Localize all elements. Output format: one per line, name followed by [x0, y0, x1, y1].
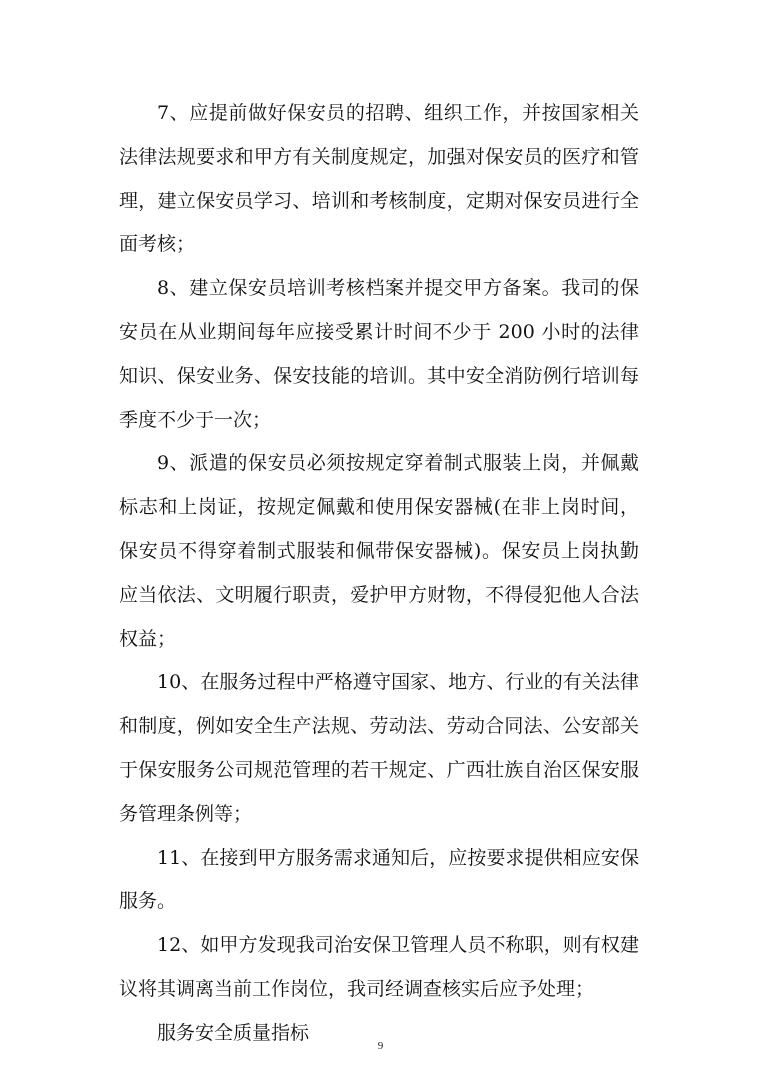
paragraph-item-10: 10、在服务过程中严格遵守国家、地方、行业的有关法律和制度，例如安全生产法规、劳动法、劳动合同法、公安部关于保安服务公司规范管理的若干规定、广西壮族自治区保安服务管理条例等； — [119, 671, 639, 825]
page-number: 9 — [377, 1040, 384, 1052]
paragraph-item-12: 12、如甲方发现我司治安保卫管理人员不称职，则有权建议将其调离当前工作岗位，我司经调查核实后应予处理； — [119, 934, 639, 1000]
section-heading: 服务安全质量指标 — [157, 1021, 310, 1044]
paragraph-item-8: 8、建立保安员培训考核档案并提交甲方备案。我司的保安员在从业期间每年应接受累计时间不少于 200 小时的法律知识、保安业务、保安技能的培训。其中安全消防例行培训每季度不少于一次； — [119, 277, 639, 431]
document-body — [119, 92, 639, 1056]
paragraph-item-9: 9、派遣的保安员必须按规定穿着制式服装上岗，并佩戴标志和上岗证，按规定佩戴和使用保安器械(在非上岗时间，保安员不得穿着制式服装和佩带保安器械)。保安员上岗执勤应当依法、文明履行职责，爱护甲方财物，不得侵犯他人合法权益； — [119, 452, 639, 650]
paragraph-item-11: 11、在接到甲方服务需求通知后，应按要求提供相应安保服务。 — [119, 846, 639, 913]
paragraph-item-7: 7、应提前做好保安员的招聘、组织工作，并按国家相关法律法规要求和甲方有关制度规定，加强对保安员的医疗和管理，建立保安员学习、培训和考核制度，定期对保安员进行全面考核； — [119, 102, 639, 256]
